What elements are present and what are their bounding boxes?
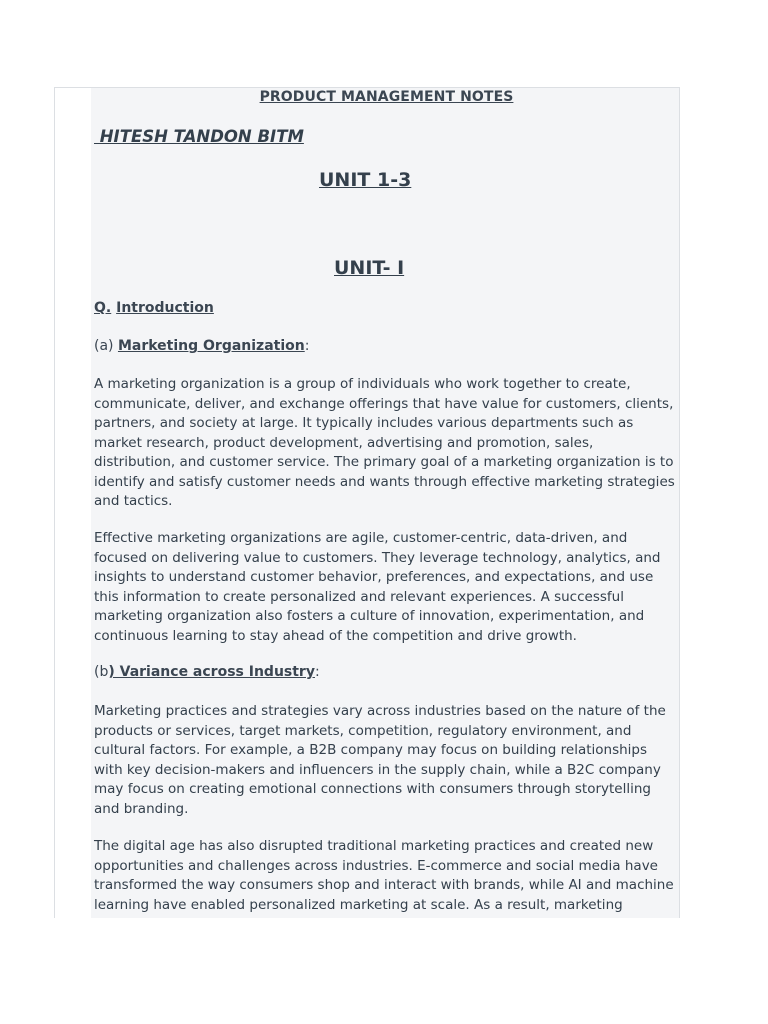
section-a-title: Marketing Organization [117, 338, 305, 354]
paragraph: A marketing organization is a group of individuals who work together to create, communicate, deliver, and exchange offerings that have value for customers, clients, partners, and society at large. It typically includes various departments such as market research, product development, advertising and promotion, sales, distribution, and customer service. The primary goal of a marketing organization is to identify and satisfy customer needs and wants through effective marketing strategies and tactics. [94, 376, 675, 509]
document-title: PRODUCT MANAGEMENT NOTES [259, 89, 514, 105]
unit-heading: UNIT- I [334, 257, 405, 279]
left-margin [55, 88, 91, 918]
section-a-prefix: (a) [94, 338, 118, 354]
question-title: Introduction [116, 300, 214, 316]
author-line: HITESH TANDON BITM [94, 127, 304, 146]
section-b-heading [94, 664, 320, 680]
question-marker: Q. [94, 300, 112, 316]
section-a-suffix: : [304, 338, 310, 354]
question-heading [94, 300, 214, 316]
section-b-suffix: : [314, 664, 320, 680]
section-b-title: ) Variance across Industry [108, 664, 315, 680]
paragraph: Marketing practices and strategies vary across industries based on the nature of the products or services, target markets, competition, regulatory environment, and cultural factors. For example, a B2B company may focus on building relationships with key decision-makers and influencers in the supply chain, while a B2C company may focus on creating emotional connections with consumers through storytelling and branding. [94, 703, 666, 817]
paragraph: The digital age has also disrupted traditional marketing practices and created new opportunities and challenges across industries. E-commerce and social media have transformed the way consumers shop and interact with brands, while AI and machine learning have enabled personalized marketing at scale. As a result, marketing [94, 838, 674, 913]
unit-range-heading: UNIT 1-3 [319, 169, 412, 191]
paragraph: Effective marketing organizations are agile, customer-centric, data-driven, and focused on delivering value to customers. They leverage technology, analytics, and insights to understand customer behavior, preferences, and expectations, and use this information to create personalized and relevant experiences. A successful marketing organization also fosters a culture of innovation, experimentation, and continuous learning to stay ahead of the competition and drive growth. [94, 530, 661, 644]
section-b-prefix: (b [94, 664, 109, 680]
document-page [54, 87, 680, 918]
section-a-heading [94, 338, 309, 354]
